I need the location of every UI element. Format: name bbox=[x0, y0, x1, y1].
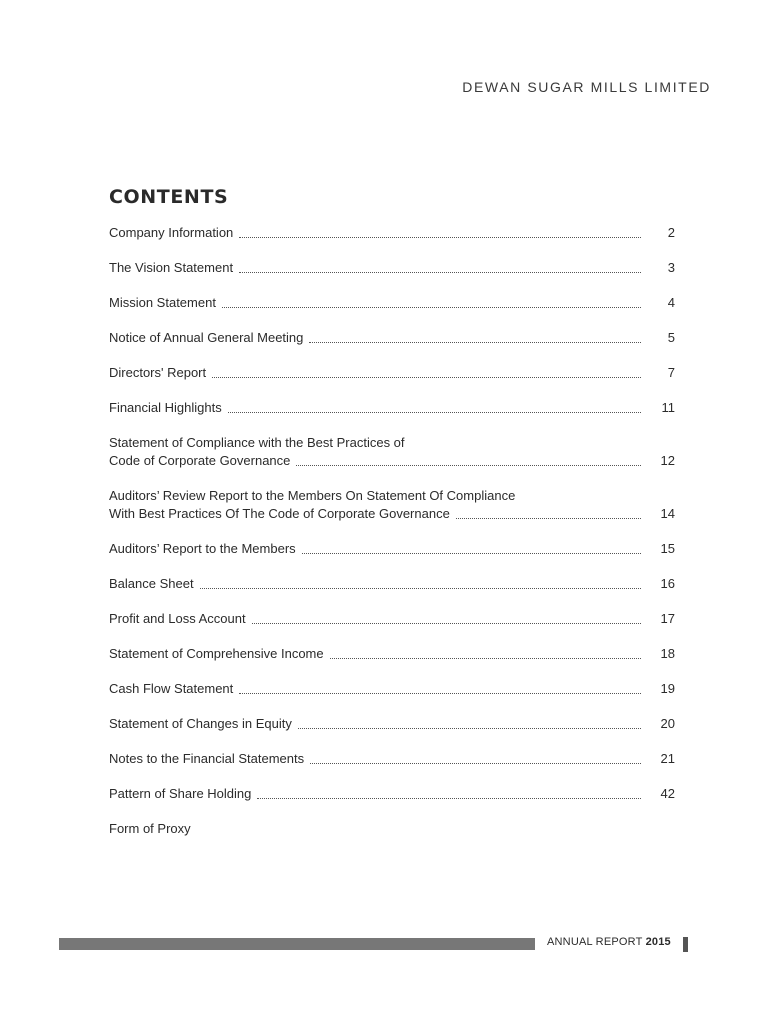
toc-entry[interactable] bbox=[109, 224, 675, 242]
contents-heading: CONTENTS bbox=[109, 186, 229, 208]
footer-label bbox=[547, 936, 671, 948]
toc-entry[interactable] bbox=[109, 294, 675, 312]
toc-entry[interactable] bbox=[109, 610, 675, 628]
toc-entry-page: 11 bbox=[661, 400, 675, 415]
toc-entry-title: Statement of Compliance with the Best Practices of bbox=[109, 435, 405, 450]
toc-entry-title: Company Information bbox=[109, 225, 234, 240]
toc-entry-title: Financial Highlights bbox=[109, 400, 222, 415]
toc-entry-title: Cash Flow Statement bbox=[109, 681, 234, 696]
dot-leader bbox=[456, 518, 641, 519]
toc-entry-title: Auditors’ Review Report to the Members On Statement Of Compliance bbox=[109, 488, 516, 503]
toc-entry-page: 16 bbox=[660, 576, 675, 591]
dot-leader bbox=[239, 272, 641, 273]
dot-leader bbox=[212, 377, 641, 378]
dot-leader bbox=[257, 798, 641, 799]
dot-leader bbox=[298, 728, 641, 729]
toc-entry[interactable] bbox=[109, 434, 675, 470]
dot-leader bbox=[228, 412, 641, 413]
toc-entry[interactable] bbox=[109, 364, 675, 382]
toc-entry[interactable] bbox=[109, 259, 675, 277]
table-of-contents bbox=[109, 224, 675, 855]
dot-leader bbox=[239, 693, 641, 694]
toc-entry[interactable] bbox=[109, 487, 675, 523]
toc-entry[interactable] bbox=[109, 820, 675, 838]
toc-entry-title: Notice of Annual General Meeting bbox=[109, 330, 304, 345]
toc-entry[interactable] bbox=[109, 399, 675, 417]
toc-entry-title: The Vision Statement bbox=[109, 260, 234, 275]
footer-bar bbox=[59, 938, 535, 950]
toc-entry-title: Pattern of Share Holding bbox=[109, 786, 252, 801]
toc-entry-title: Directors' Report bbox=[109, 365, 207, 380]
toc-entry-page: 17 bbox=[660, 611, 675, 626]
toc-entry-page: 12 bbox=[660, 453, 675, 468]
toc-entry-title-line2: Code of Corporate Governance bbox=[109, 453, 291, 468]
toc-entry-page: 4 bbox=[667, 295, 675, 310]
toc-entry-page: 2 bbox=[667, 225, 675, 240]
toc-entry-title: Form of Proxy bbox=[109, 821, 191, 836]
footer-year: 2015 bbox=[645, 936, 671, 948]
toc-entry-page: 42 bbox=[660, 786, 675, 801]
toc-entry[interactable] bbox=[109, 680, 675, 698]
dot-leader bbox=[200, 588, 641, 589]
footer-marker bbox=[683, 937, 688, 952]
dot-leader bbox=[296, 465, 641, 466]
dot-leader bbox=[222, 307, 641, 308]
toc-entry[interactable] bbox=[109, 750, 675, 768]
company-name: DEWAN SUGAR MILLS LIMITED bbox=[462, 79, 711, 95]
toc-entry-page: 18 bbox=[660, 646, 675, 661]
dot-leader bbox=[239, 237, 641, 238]
toc-entry[interactable] bbox=[109, 540, 675, 558]
footer-report-label: ANNUAL REPORT bbox=[547, 936, 643, 948]
toc-entry[interactable] bbox=[109, 329, 675, 347]
toc-entry-title: Notes to the Financial Statements bbox=[109, 751, 305, 766]
toc-entry-title: Balance Sheet bbox=[109, 576, 194, 591]
toc-entry-page: 5 bbox=[667, 330, 675, 345]
toc-entry[interactable] bbox=[109, 575, 675, 593]
toc-entry-page: 3 bbox=[667, 260, 675, 275]
dot-leader bbox=[330, 658, 641, 659]
toc-entry-title-line2: With Best Practices Of The Code of Corporate Governance bbox=[109, 506, 450, 521]
toc-entry[interactable] bbox=[109, 715, 675, 733]
toc-entry[interactable] bbox=[109, 785, 675, 803]
toc-entry-page: 7 bbox=[667, 365, 675, 380]
toc-entry-page: 21 bbox=[660, 751, 675, 766]
dot-leader bbox=[310, 763, 641, 764]
toc-entry-page: 15 bbox=[660, 541, 675, 556]
toc-entry-title: Profit and Loss Account bbox=[109, 611, 246, 626]
toc-entry[interactable] bbox=[109, 645, 675, 663]
toc-entry-title: Mission Statement bbox=[109, 295, 216, 310]
toc-entry-page: 14 bbox=[660, 506, 675, 521]
toc-entry-title: Statement of Changes in Equity bbox=[109, 716, 292, 731]
toc-entry-page: 20 bbox=[660, 716, 675, 731]
toc-entry-page: 19 bbox=[660, 681, 675, 696]
toc-entry-title: Statement of Comprehensive Income bbox=[109, 646, 324, 661]
dot-leader bbox=[252, 623, 641, 624]
dot-leader bbox=[302, 553, 641, 554]
toc-entry-title: Auditors’ Report to the Members bbox=[109, 541, 296, 556]
dot-leader bbox=[309, 342, 641, 343]
